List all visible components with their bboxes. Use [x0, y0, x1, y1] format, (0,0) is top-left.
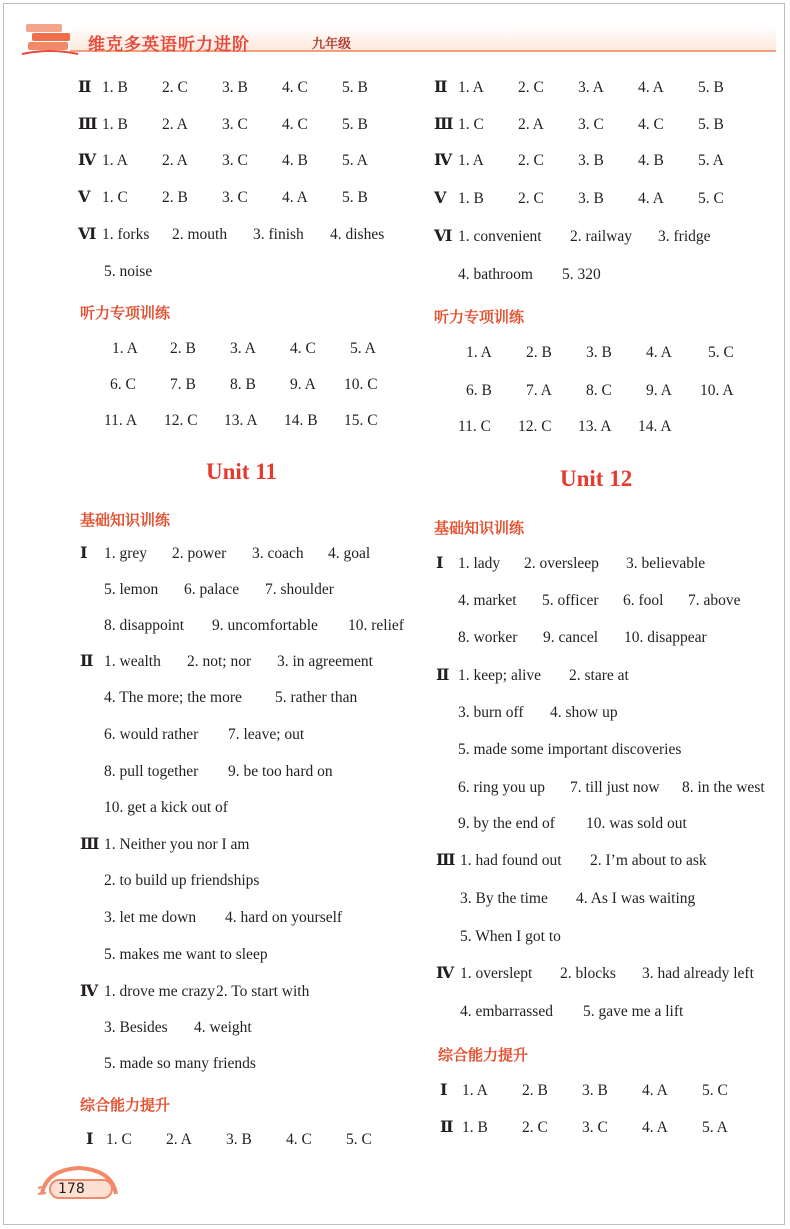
answer-item: 1. keep; alive — [458, 667, 542, 684]
answer-item: 6. ring you up — [458, 779, 545, 796]
listening-answer: 3. B — [586, 344, 612, 361]
answer-item: 2. to build up friendships — [104, 872, 260, 889]
roman-numeral: Ⅰ — [436, 555, 443, 572]
answer-item: 4. bathroom — [458, 266, 533, 283]
answer-item: 4. The more; the more — [104, 689, 242, 706]
answer-item: 4. A — [638, 190, 664, 207]
answer-item: 4. A — [642, 1082, 668, 1099]
answer-item: 4. show up — [550, 704, 618, 721]
answer-item: 1. convenient — [458, 228, 542, 245]
listening-answer: 14. A — [638, 418, 672, 435]
answer-item: 2. railway — [570, 228, 632, 245]
listening-answer: 5. C — [708, 344, 734, 361]
answer-item: 4. goal — [328, 545, 371, 562]
answer-item: 5. B — [698, 116, 724, 133]
answer-item: 4. C — [282, 116, 308, 133]
roman-numeral: Ⅳ — [80, 983, 98, 1000]
roman-numeral: Ⅵ — [434, 228, 452, 245]
answer-item: 5. B — [698, 79, 724, 96]
answer-item: 3. C — [222, 116, 248, 133]
answer-item: 5. lemon — [104, 581, 159, 598]
answer-item: 2. oversleep — [524, 555, 599, 572]
answer-item: 5. rather than — [275, 689, 358, 706]
answer-item: 10. get a kick out of — [104, 799, 228, 816]
answer-item: 2. stare at — [569, 667, 629, 684]
page-header — [0, 0, 790, 60]
roman-numeral: Ⅲ — [436, 852, 455, 869]
roman-numeral: Ⅳ — [78, 152, 96, 169]
answer-item: 1. B — [462, 1119, 488, 1136]
answer-item: 3. B — [578, 190, 604, 207]
answer-item: 1. grey — [104, 545, 148, 562]
answer-item: 6. palace — [184, 581, 240, 598]
answer-item: 5. B — [342, 116, 368, 133]
roman-numeral: Ⅲ — [434, 116, 453, 133]
answer-item: 3. B — [578, 152, 604, 169]
answer-item: 2. not; nor — [187, 653, 252, 670]
header-grade: 九年级 — [312, 37, 352, 52]
answer-item: 1. wealth — [104, 653, 161, 670]
answer-item: 1. forks — [102, 226, 150, 243]
answer-item: 5. A — [698, 152, 724, 169]
answer-item: 3. had already left — [642, 965, 754, 982]
answer-item: 4. A — [282, 189, 308, 206]
answer-item: 4. As I was waiting — [576, 890, 696, 907]
answer-item: 2. I’m about to ask — [590, 852, 707, 869]
answer-item: 4. C — [282, 79, 308, 96]
roman-numeral: Ⅲ — [78, 116, 97, 133]
listening-answer: 9. A — [290, 376, 316, 393]
answer-item: 2. B — [522, 1082, 548, 1099]
answer-item: 1. drove me crazy — [104, 983, 216, 1000]
section-title-basic: 基础知识训练 — [434, 519, 525, 537]
answer-item: 2. C — [518, 190, 544, 207]
roman-numeral: Ⅲ — [80, 836, 99, 853]
answer-item: 4. market — [458, 592, 517, 609]
answer-item: 7. till just now — [570, 779, 660, 796]
answer-item: 1. had found out — [460, 852, 562, 869]
listening-answer: 15. C — [344, 412, 378, 429]
roman-numeral: Ⅰ — [80, 545, 87, 562]
answer-item: 3. C — [222, 152, 248, 169]
unit-title: Unit 12 — [560, 466, 633, 491]
answer-item: 2. power — [172, 545, 227, 562]
answer-item: 4. embarrassed — [460, 1003, 553, 1020]
answer-item: 5. noise — [104, 263, 153, 280]
answer-item: 5. made so many friends — [104, 1055, 256, 1072]
answer-item: 4. dishes — [330, 226, 385, 243]
listening-answer: 12. C — [518, 418, 552, 435]
listening-answer: 11. C — [458, 418, 492, 435]
answer-item: 10. relief — [348, 617, 404, 634]
answer-item: 8. pull together — [104, 763, 199, 780]
answer-item: 7. leave; out — [228, 726, 305, 743]
answer-item: 7. above — [688, 592, 741, 609]
listening-answer: 1. A — [112, 340, 138, 357]
answer-item: 1. overslept — [460, 965, 533, 982]
answer-item: 2. C — [522, 1119, 548, 1136]
roman-numeral: Ⅴ — [78, 189, 90, 206]
roman-numeral: Ⅳ — [436, 965, 454, 982]
roman-numeral: Ⅱ — [440, 1119, 453, 1136]
answer-item: 3. believable — [626, 555, 706, 572]
answer-item: 8. disappoint — [104, 617, 185, 634]
listening-answer: 4. C — [290, 340, 316, 357]
unit-title: Unit 11 — [206, 459, 277, 484]
answer-item: 3. A — [578, 79, 604, 96]
answer-item: 2. A — [162, 152, 188, 169]
section-title-listening: 听力专项训练 — [80, 304, 171, 322]
answer-item: 3. Besides — [104, 1019, 168, 1036]
listening-answer: 5. A — [350, 340, 376, 357]
answer-item: 8. worker — [458, 629, 518, 646]
answer-item: 3. B — [582, 1082, 608, 1099]
answer-item: 10. disappear — [624, 629, 707, 646]
answer-item: 3. C — [582, 1119, 608, 1136]
listening-answer: 7. A — [526, 382, 552, 399]
answer-item: 4. hard on yourself — [225, 909, 343, 926]
roman-numeral: Ⅱ — [80, 653, 93, 670]
page-border — [3, 3, 785, 1225]
answer-item: 5. made some important discoveries — [458, 741, 682, 758]
answer-item: 5. 320 — [562, 266, 601, 283]
answer-item: 1. A — [458, 79, 484, 96]
answer-item: 2. C — [518, 79, 544, 96]
answer-item: 9. by the end of — [458, 815, 555, 832]
answer-item: 1. B — [102, 116, 128, 133]
section-title-basic: 基础知识训练 — [80, 511, 171, 529]
answer-item: 7. shoulder — [265, 581, 334, 598]
listening-answer: 4. A — [646, 344, 672, 361]
answer-item: 5. A — [342, 152, 368, 169]
listening-answer: 2. B — [526, 344, 552, 361]
books-logo-icon — [20, 18, 80, 58]
answer-item: 9. uncomfortable — [212, 617, 318, 634]
answer-item: 10. was sold out — [586, 815, 687, 832]
answer-item: 1. lady — [458, 555, 501, 572]
listening-answer: 2. B — [170, 340, 196, 357]
answer-item: 5. officer — [542, 592, 599, 609]
answer-item: 4. B — [282, 152, 308, 169]
answer-item: 2. A — [518, 116, 544, 133]
listening-answer: 6. B — [466, 382, 492, 399]
answer-item: 2. To start with — [216, 983, 310, 1000]
listening-answer: 13. A — [224, 412, 258, 429]
answer-item: 6. fool — [623, 592, 664, 609]
listening-answer: 11. A — [104, 412, 138, 429]
page-number: 178 — [58, 1181, 85, 1197]
answer-item: 3. C — [222, 189, 248, 206]
roman-numeral: Ⅱ — [434, 79, 447, 96]
answer-item: 1. A — [102, 152, 128, 169]
answer-item: 2. mouth — [172, 226, 228, 243]
answer-item: 3. fridge — [658, 228, 711, 245]
listening-answer: 9. A — [646, 382, 672, 399]
answer-item: 1. B — [102, 79, 128, 96]
header-title: 维克多英语听力进阶 — [88, 35, 250, 55]
listening-answer: 10. C — [344, 376, 378, 393]
answer-item: 5. C — [698, 190, 724, 207]
answer-item: 3. By the time — [460, 890, 548, 907]
answer-item: 8. in the west — [682, 779, 765, 796]
answer-item: 3. C — [578, 116, 604, 133]
answer-item: 1. C — [102, 189, 128, 206]
answer-item: 2. C — [518, 152, 544, 169]
answer-item: 1. C — [458, 116, 484, 133]
listening-answer: 13. A — [578, 418, 612, 435]
roman-numeral: Ⅵ — [78, 226, 96, 243]
listening-answer: 1. A — [466, 344, 492, 361]
section-title-comprehensive: 综合能力提升 — [80, 1096, 171, 1114]
section-title-listening: 听力专项训练 — [434, 308, 525, 326]
roman-numeral: Ⅱ — [436, 667, 449, 684]
answer-item: 3. burn off — [458, 704, 524, 721]
answer-item: 4. weight — [194, 1019, 252, 1036]
answer-item: 3. finish — [253, 226, 304, 243]
answer-item: 1. A — [462, 1082, 488, 1099]
listening-answer: 3. A — [230, 340, 256, 357]
listening-answer: 6. C — [110, 376, 136, 393]
answer-item: 4. C — [286, 1131, 312, 1148]
answer-item: 5. B — [342, 79, 368, 96]
listening-answer: 7. B — [170, 376, 196, 393]
answer-item: 5. gave me a lift — [583, 1003, 684, 1020]
answer-item: 5. When I got to — [460, 928, 561, 945]
answer-item: 2. blocks — [560, 965, 616, 982]
answer-item: 2. B — [162, 189, 188, 206]
listening-answer: 10. A — [700, 382, 734, 399]
answer-item: 3. coach — [252, 545, 304, 562]
answer-item: 2. C — [162, 79, 188, 96]
roman-numeral: Ⅱ — [78, 79, 91, 96]
answer-item: 1. A — [458, 152, 484, 169]
answer-item: 6. would rather — [104, 726, 199, 743]
answer-item: 2. A — [162, 116, 188, 133]
answer-item: 1. B — [458, 190, 484, 207]
roman-numeral: Ⅴ — [434, 190, 446, 207]
listening-answer: 8. B — [230, 376, 256, 393]
answer-item: 2. A — [166, 1131, 192, 1148]
answer-item: 4. B — [638, 152, 664, 169]
answer-item: 4. C — [638, 116, 664, 133]
answer-item: 5. C — [346, 1131, 372, 1148]
answer-item: 1. Neither you nor I am — [104, 836, 250, 853]
section-title-comprehensive: 综合能力提升 — [438, 1046, 529, 1064]
listening-answer: 12. C — [164, 412, 198, 429]
listening-answer: 14. B — [284, 412, 318, 429]
roman-numeral: Ⅰ — [440, 1082, 447, 1099]
roman-numeral: Ⅰ — [86, 1131, 93, 1148]
answer-item: 3. in agreement — [277, 653, 373, 670]
answer-item: 3. B — [222, 79, 248, 96]
answer-item: 9. cancel — [543, 629, 599, 646]
answer-item: 9. be too hard on — [228, 763, 333, 780]
answer-item: 4. A — [638, 79, 664, 96]
answer-item: 3. let me down — [104, 909, 197, 926]
answer-item: 5. B — [342, 189, 368, 206]
roman-numeral: Ⅳ — [434, 152, 452, 169]
answer-item: 5. A — [702, 1119, 728, 1136]
answer-item: 5. C — [702, 1082, 728, 1099]
answer-item: 5. makes me want to sleep — [104, 946, 268, 963]
answer-item: 1. C — [106, 1131, 132, 1148]
listening-answer: 8. C — [586, 382, 612, 399]
answer-item: 4. A — [642, 1119, 668, 1136]
answer-item: 3. B — [226, 1131, 252, 1148]
